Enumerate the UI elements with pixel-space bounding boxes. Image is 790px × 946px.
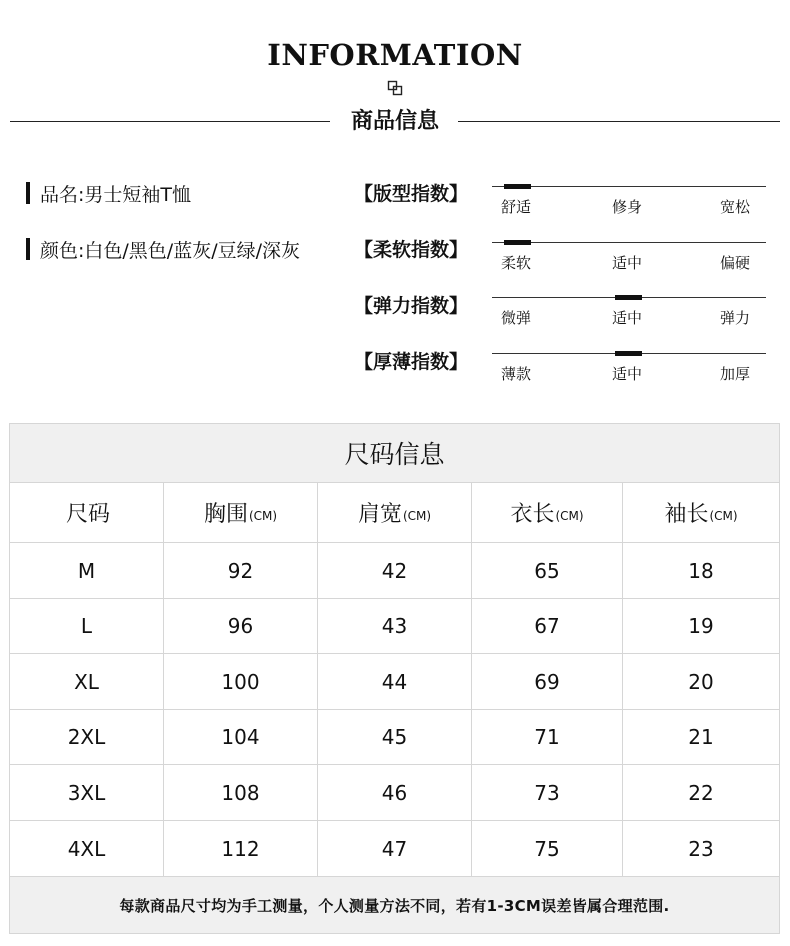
table-cell: 45 xyxy=(318,710,472,764)
table-cell: 71 xyxy=(472,710,623,764)
table-cell: 18 xyxy=(688,558,714,583)
table-row xyxy=(10,654,779,710)
metric-label: 【柔软指数】 xyxy=(354,239,469,261)
table-cell: 47 xyxy=(318,821,472,876)
table-cell: 104 xyxy=(164,710,318,764)
table-cell: 46 xyxy=(318,765,472,820)
table-cell: 3XL xyxy=(10,765,164,820)
metric-marker xyxy=(615,351,642,356)
table-cell: 22 xyxy=(688,780,714,805)
measurement-note: 每款商品尺寸均为手工测量，个人测量方法不同，若有1-3CM误差皆属合理范围. xyxy=(10,877,779,933)
table-cell: 42 xyxy=(318,543,472,598)
size-table-title: 尺码信息 xyxy=(10,424,779,483)
divider-left xyxy=(10,121,330,122)
divider-right xyxy=(458,121,780,122)
table-cell: XL xyxy=(10,654,164,709)
table-cell: L xyxy=(10,599,164,653)
table-row xyxy=(10,821,779,877)
metric-option: 薄款 xyxy=(501,365,532,383)
table-cell: M xyxy=(10,543,164,598)
table-row xyxy=(10,599,779,654)
table-cell: 96 xyxy=(164,599,318,653)
table-header-row xyxy=(10,483,779,543)
column-header: 尺码 xyxy=(10,483,164,542)
metric-track xyxy=(492,242,766,243)
metric-option: 微弹 xyxy=(501,309,532,327)
product-name: 品名:男士短袖T恤 xyxy=(40,183,192,206)
metric-option: 弹力 xyxy=(720,309,751,327)
metric-label: 【版型指数】 xyxy=(354,183,469,205)
product-name-line xyxy=(26,180,191,206)
metric-label: 【厚薄指数】 xyxy=(354,351,469,373)
metric-track xyxy=(492,186,766,187)
table-cell: 108 xyxy=(164,765,318,820)
table-row xyxy=(10,765,779,821)
table-cell: 92 xyxy=(164,543,318,598)
size-table xyxy=(9,423,780,934)
metric-option: 偏硬 xyxy=(720,254,751,272)
page-title: INFORMATION xyxy=(267,38,523,72)
column-header: 胸围 (CM) xyxy=(164,483,318,542)
table-row xyxy=(10,543,779,599)
table-cell: 23 xyxy=(688,836,714,861)
table-cell: 75 xyxy=(472,821,623,876)
table-row xyxy=(10,710,779,765)
metric-option: 适中 xyxy=(612,254,643,272)
table-cell: 44 xyxy=(318,654,472,709)
table-cell: 69 xyxy=(472,654,623,709)
metric-marker xyxy=(615,295,642,300)
product-color-line xyxy=(26,236,300,262)
metric-option: 适中 xyxy=(612,309,643,327)
metric-marker xyxy=(504,240,531,245)
metric-option: 柔软 xyxy=(501,254,532,272)
metric-option: 加厚 xyxy=(720,365,751,383)
table-cell: 100 xyxy=(164,654,318,709)
metric-option: 舒适 xyxy=(501,198,532,216)
table-cell: 20 xyxy=(688,669,714,694)
column-header: 袖长 (CM) xyxy=(664,502,738,527)
column-header: 衣长 (CM) xyxy=(472,483,623,542)
table-cell: 67 xyxy=(472,599,623,653)
table-cell: 21 xyxy=(688,725,714,749)
metric-option: 修身 xyxy=(612,198,643,216)
table-cell: 73 xyxy=(472,765,623,820)
metric-marker xyxy=(504,184,531,189)
table-cell: 43 xyxy=(318,599,472,653)
stacked-squares-icon xyxy=(387,80,403,96)
table-cell: 19 xyxy=(688,614,714,638)
table-cell: 65 xyxy=(472,543,623,598)
bullet-bar xyxy=(26,182,30,204)
bullet-bar xyxy=(26,238,30,260)
section-heading: 商品信息 xyxy=(350,109,439,134)
table-cell: 112 xyxy=(164,821,318,876)
column-header: 肩宽 (CM) xyxy=(318,483,472,542)
metric-option: 适中 xyxy=(612,365,643,383)
product-colors: 颜色:白色/黑色/蓝灰/豆绿/深灰 xyxy=(40,239,301,262)
metric-option: 宽松 xyxy=(720,198,751,216)
metric-label: 【弹力指数】 xyxy=(354,295,469,317)
table-cell: 4XL xyxy=(10,821,164,876)
table-cell: 2XL xyxy=(10,710,164,764)
